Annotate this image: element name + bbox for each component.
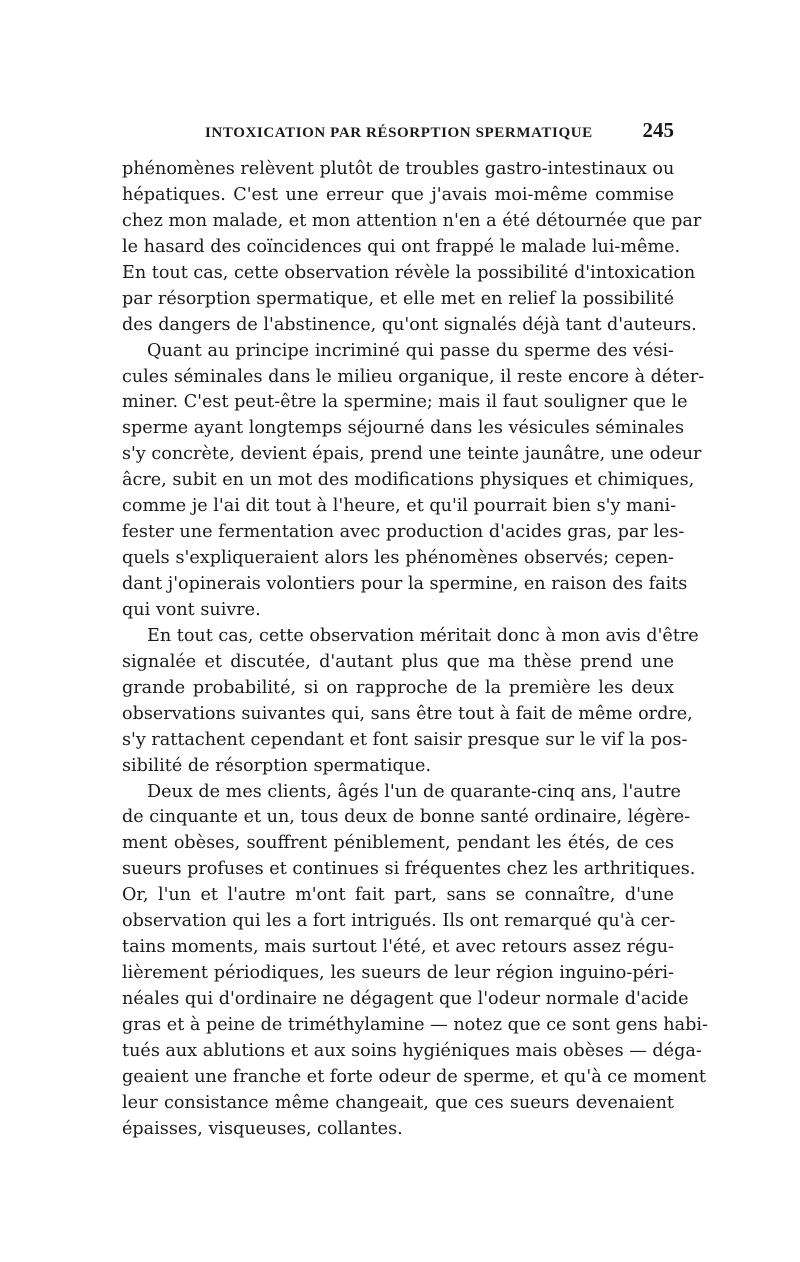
text-line: néales qui d'ordinaire ne dégagent que l'odeur normale d'acide — [122, 989, 689, 1009]
text-line: leur consistance même changeait, que ces sueurs devenaient — [122, 1092, 674, 1113]
text-line: lièrement périodiques, les sueurs de leur région inguino-péri- — [122, 963, 674, 984]
page-number: 245 — [642, 118, 674, 142]
text-line: miner. C'est peut-être la spermine; mais il faut souligner que le — [122, 392, 688, 413]
text-line: sperme ayant longtemps séjourné dans les vésicules séminales — [122, 418, 684, 439]
text-line: grande probabilité, si on rapproche de la première les deux — [122, 677, 674, 698]
text-line: par résorption spermatique, et elle met en relief la possibilité — [122, 288, 674, 309]
text-line: phénomènes relèvent plutôt de troubles gastro-intestinaux ou — [122, 159, 675, 179]
text-line: chez mon malade, et mon attention n'en a été détournée que par — [122, 210, 702, 231]
text-line: s'y concrète, devient épais, prend une teinte jaunâtre, une odeur — [122, 444, 702, 465]
text-line: dant j'opinerais volontiers pour la spermine, en raison des faits — [122, 574, 688, 594]
text-line: gras et à peine de triméthylamine — notez que ce sont gens habi- — [122, 1014, 708, 1035]
text-line: tains moments, mais surtout l'été, et avec retours assez régu- — [122, 937, 674, 958]
text-line: hépatiques. C'est une erreur que j'avais moi-même commise — [122, 184, 674, 205]
text-line: sueurs profuses et continues si fréquentes chez les arthritiques. — [122, 859, 696, 880]
paragraph-first-line: Quant au principe incriminé qui passe du sperme des vési- — [147, 340, 674, 361]
text-line: quels s'expliqueraient alors les phénomènes observés; cepen- — [122, 548, 674, 569]
text-line: observations suivantes qui, sans être tout à fait de même ordre, — [122, 703, 693, 724]
running-title: INTOXICATION PAR RÉSORPTION SPERMATIQUE — [205, 125, 593, 141]
paragraph-first-line: En tout cas, cette observation méritait donc à mon avis d'être — [147, 625, 699, 646]
text-line: cules séminales dans le milieu organique, il reste encore à déter- — [122, 366, 705, 387]
text-line: le hasard des coïncidences qui ont frappé le malade lui-même. — [122, 236, 681, 257]
text-line: observation qui les a fort intrigués. Ils ont remarqué qu'à cer- — [122, 911, 676, 932]
page-header — [120, 118, 674, 143]
text-line: s'y rattachent cependant et font saisir presque sur le vif la pos- — [122, 729, 688, 750]
body-text — [122, 157, 708, 1143]
text-line: geaient une franche et forte odeur de sperme, et qu'à ce moment — [122, 1066, 706, 1087]
text-line: âcre, subit en un mot des modifications physiques et chimiques, — [122, 470, 695, 491]
text-line: de cinquante et un, tous deux de bonne santé ordinaire, légère- — [122, 807, 691, 828]
text-line: ment obèses, souffrent péniblement, pendant les étés, de ces — [122, 833, 674, 854]
text-line: sibilité de résorption spermatique. — [122, 755, 432, 776]
text-line: Or, l'un et l'autre m'ont fait part, sans se connaître, d'une — [122, 885, 674, 906]
text-line: tués aux ablutions et aux soins hygiéniques mais obèses — déga- — [122, 1040, 702, 1061]
text-line: comme je l'ai dit tout à l'heure, et qu'il pourrait bien s'y mani- — [122, 496, 677, 517]
text-line: épaisses, visqueuses, collantes. — [122, 1118, 403, 1139]
text-line: En tout cas, cette observation révèle la possibilité d'intoxication — [122, 262, 696, 283]
paragraph-first-line: Deux de mes clients, âgés l'un de quarante-cinq ans, l'autre — [147, 781, 681, 802]
text-line: fester une fermentation avec production d'acides gras, par les- — [122, 522, 685, 543]
text-line: qui vont suivre. — [122, 599, 261, 620]
text-line: des dangers de l'abstinence, qu'ont signalés déjà tant d'auteurs. — [122, 314, 697, 335]
text-line: signalée et discutée, d'autant plus que ma thèse prend une — [122, 651, 674, 672]
